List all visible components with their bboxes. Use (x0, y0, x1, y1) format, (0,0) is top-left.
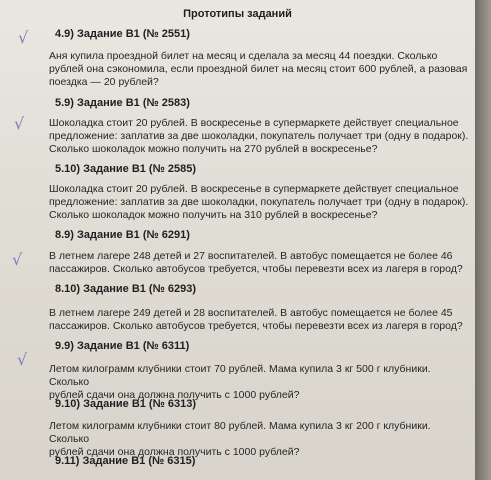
task-heading: 8.10) Задание B1 (№ 6293) (55, 283, 197, 295)
task-line: рублей сдачи она должна получить с 1000 рублей? (49, 389, 300, 401)
checkmark-icon: √ (17, 350, 28, 369)
task-heading: 9.9) Задание B1 (№ 6311) (55, 340, 190, 352)
task-text (49, 50, 469, 89)
task-line: предложение: заплатив за две шоколадки, покупатель получает три (одну в подарок). (49, 130, 469, 142)
background-surface (475, 0, 491, 480)
task-line: рублей она сэкономила, если проездной билет на месяц стоит 600 рублей, а разовая (49, 63, 468, 75)
task-text (49, 183, 469, 222)
task-line: Сколько шоколадок можно получить на 270 рублей в воскресенье? (49, 143, 378, 155)
checkmark-icon: √ (12, 250, 23, 269)
task-text (49, 117, 469, 156)
task-text (49, 307, 469, 333)
task-line: В летнем лагере 248 детей и 27 воспитателей. В автобус помещается не более 46 (49, 250, 453, 262)
task-heading: 5.10) Задание B1 (№ 2585) (55, 163, 197, 175)
checkmark-icon: √ (14, 114, 25, 133)
task-text (49, 420, 469, 459)
task-line: пассажиров. Сколько автобусов требуется, чтобы перевезти всех из лагеря в город? (49, 263, 463, 275)
task-line: рублей сдачи она должна получить с 1000 рублей? (49, 446, 300, 458)
task-heading: 4.9) Задание B1 (№ 2551) (55, 28, 190, 40)
task-text (49, 250, 469, 276)
task-line: В летнем лагере 249 детей и 28 воспитателей. В автобус помещается не более 45 (49, 307, 453, 319)
task-line: Шоколадка стоит 20 рублей. В воскресенье в супермаркете действует специальное (49, 183, 459, 195)
task-line: Сколько шоколадок можно получить на 310 рублей в воскресенье? (49, 209, 378, 221)
page-title: Прототипы заданий (183, 8, 292, 20)
task-heading: 9.10) Задание B1 (№ 6313) (55, 398, 197, 410)
checkmark-icon: √ (18, 28, 29, 47)
task-heading: 5.9) Задание B1 (№ 2583) (55, 97, 190, 109)
task-line: Летом килограмм клубники стоит 80 рублей. Мама купила 3 кг 200 г клубники. Сколько (49, 420, 431, 445)
task-text (49, 363, 469, 402)
task-line: предложение: заплатив за две шоколадки, покупатель получает три (одну в подарок). (49, 196, 469, 208)
task-heading: 8.9) Задание B1 (№ 6291) (55, 229, 190, 241)
task-line: поездка — 20 рублей? (49, 76, 159, 88)
task-heading: 9.11) Задание B1 (№ 6315) (55, 455, 196, 467)
task-line: Шоколадка стоит 20 рублей. В воскресенье в супермаркете действует специальное (49, 117, 459, 129)
task-line: пассажиров. Сколько автобусов требуется, чтобы перевезти всех из лагеря в город? (49, 320, 463, 332)
task-line: Аня купила проездной билет на месяц и сделала за месяц 44 поездки. Сколько (49, 50, 438, 62)
task-line: Летом килограмм клубники стоит 70 рублей. Мама купила 3 кг 500 г клубники. Сколько (49, 363, 431, 388)
